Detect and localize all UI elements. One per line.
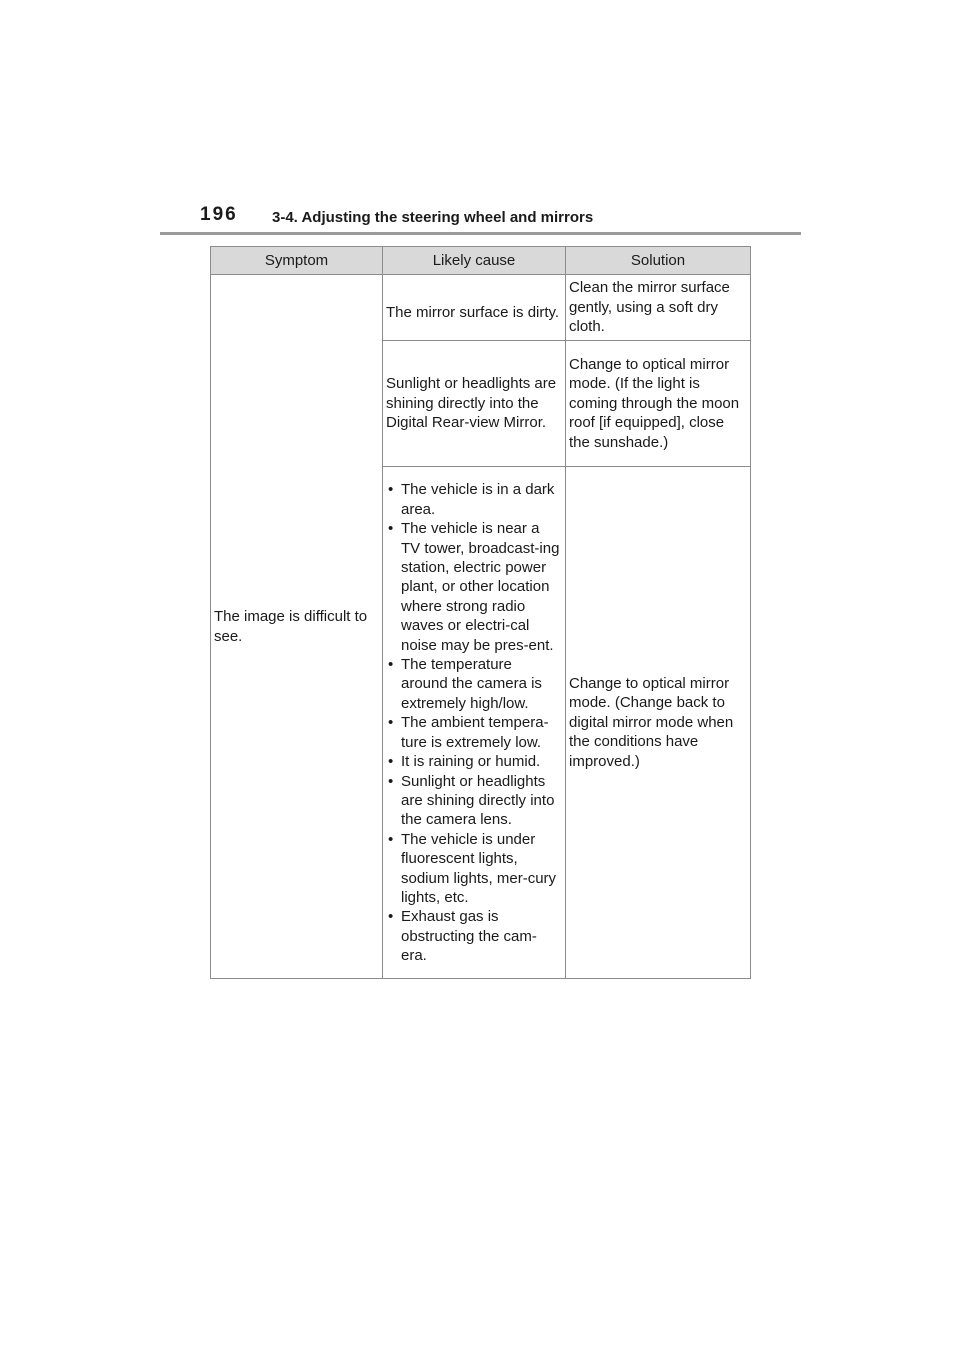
page-number: 196 (200, 204, 238, 225)
cause-text: The mirror surface is dirty. (386, 303, 560, 321)
column-header-symptom: Symptom (211, 247, 383, 275)
list-item: • The temperature around the camera is extremely high/low. (386, 655, 562, 713)
list-item: • It is raining or humid. (386, 752, 562, 771)
cause-cell (383, 275, 566, 341)
solution-cell: Change to optical mirror mode. (If the light is coming through the moon roof [if equipped], close the sunshade.) (566, 341, 751, 467)
symptom-cell: The image is difficult to see. (211, 275, 383, 979)
list-item: • Sunlight or headlights are shining directly into the camera lens. (386, 772, 562, 830)
header-divider (160, 232, 801, 235)
list-item: • The vehicle is near a TV tower, broadcast-ing station, electric power plant, or other location where strong radio waves or electri-cal noise may be pres-ent. (386, 519, 562, 655)
troubleshooting-table (210, 246, 751, 979)
column-header-likely-cause: Likely cause (383, 247, 566, 275)
list-item: • The ambient tempera-ture is extremely low. (386, 713, 562, 752)
column-header-solution: Solution (566, 247, 751, 275)
table-header-row (211, 247, 751, 275)
solution-cell: Change to optical mirror mode. (Change back to digital mirror mode when the conditions have improved.) (566, 467, 751, 979)
cause-cell (383, 467, 566, 979)
list-item: • Exhaust gas is obstructing the cam-era. (386, 907, 562, 965)
table-row (211, 275, 751, 341)
list-item: • The vehicle is in a dark area. (386, 480, 562, 519)
section-title: 3-4. Adjusting the steering wheel and mirrors (272, 209, 594, 226)
page-header (200, 204, 800, 234)
cause-cell: Sunlight or headlights are shining directly into the Digital Rear-view Mirror. (383, 341, 566, 467)
cause-list (386, 477, 562, 967)
list-item: • The vehicle is under fluorescent lights, sodium lights, mer-cury lights, etc. (386, 830, 562, 908)
solution-cell: Clean the mirror surface gently, using a soft dry cloth. (566, 275, 751, 341)
